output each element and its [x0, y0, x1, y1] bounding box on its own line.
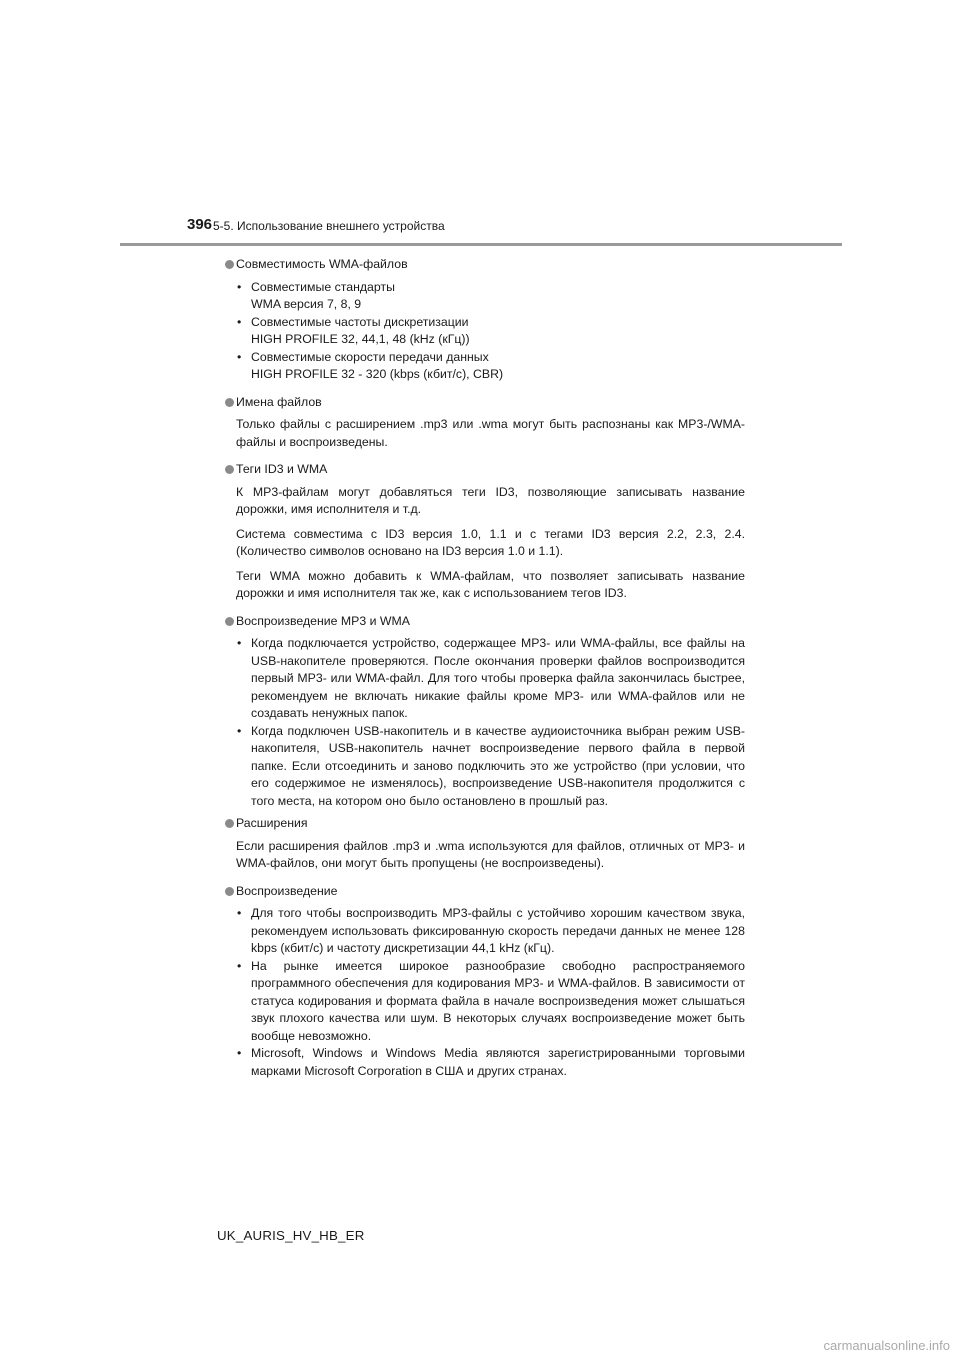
- section-title: [225, 613, 745, 631]
- bullet-list: [236, 635, 745, 810]
- list-item: • Для того чтобы воспроизводить MP3-файлы с устойчиво хорошим качеством звука, рекомендуем использовать фиксированную скорость передачи данных не менее 128 kbps (кбит/с) и частоту дискретизации 44,1 kHz (кГц).: [236, 905, 745, 958]
- section-title: [225, 883, 745, 901]
- section-title-text: Воспроизведение: [236, 883, 338, 898]
- page-content: [225, 256, 745, 1085]
- list-item-value: HIGH PROFILE 32, 44,1, 48 (kHz (кГц)): [251, 332, 470, 346]
- list-item: • Когда подключен USB-накопитель и в качестве аудиоисточника выбран режим USB-накопителя, USB-накопитель начнет воспроизведение первого файла в первой папке. Если отсоединить и заново подключить это же устройство (при условии, что его содержимое не изменялось), воспроизведение USB-накопителя продолжится с того места, на котором оно было остановлено в прошлый раз.: [236, 723, 745, 811]
- section-title-text: Расширения: [236, 816, 308, 830]
- header-divider: [120, 243, 842, 246]
- paragraph: К MP3-файлам могут добавляться теги ID3, позволяющие записывать название дорожки, имя исполнителя и т.д.: [236, 484, 745, 516]
- list-item: [236, 279, 745, 314]
- watermark-text: carmanualsonline.info: [823, 1338, 950, 1353]
- chapter-title: 5-5. Использование внешнего устройства: [213, 219, 445, 233]
- section-title-text: Теги ID3 и WMA: [236, 462, 328, 476]
- list-item: • Microsoft, Windows и Windows Media являются зарегистрированными торговыми марками Microsoft Corporation в США и других странах.: [236, 1045, 745, 1080]
- bullet-dot-icon: [225, 465, 234, 474]
- list-item: [236, 314, 745, 349]
- model-code: UK_AURIS_HV_HB_ER: [217, 1228, 365, 1243]
- list-item: • На рынке имеется широкое разнообразие свободно распространяемого программного обеспечения для кодирования MP3- и WMA-файлов. В зависимости от статуса кодирования и формата файла в начале воспроизведения может слышаться звук плохого качества или шум. В некоторых случаях воспроизведение может быть вообще невозможно.: [236, 958, 745, 1046]
- bullet-dot-icon: [225, 617, 234, 626]
- section-title: [225, 394, 745, 412]
- paragraph: Если расширения файлов .mp3 и .wma используются для файлов, отличных от MP3- и WMA-файлов, они могут быть пропущены (не воспроизведены).: [236, 838, 745, 870]
- bullet-list: [236, 279, 745, 384]
- list-item-value: WMA версия 7, 8, 9: [251, 297, 362, 311]
- section-title: [225, 815, 745, 833]
- bullet-dot-icon: [225, 398, 234, 407]
- bullet-dot-icon: [225, 260, 234, 269]
- bullet-list: [236, 905, 745, 1080]
- bullet-dot-icon: [225, 819, 234, 828]
- list-item-label: Совместимые частоты дискретизации: [251, 314, 469, 329]
- list-item: • Когда подключается устройство, содержащее MP3- или WMA-файлы, все файлы на USB-накопителе проверяются. После окончания проверки файлов воспроизводится первый MP3- или WMA-файл. Для того чтобы проверка файла закончилась быстрее, рекомендуем не включать никакие файлы кроме MP3- или WMA-файлов или не создавать ненужных папок.: [236, 635, 745, 723]
- page-number: 396: [187, 216, 213, 233]
- list-item-label: Совместимые скорости передачи данных: [251, 349, 489, 364]
- list-item-value: HIGH PROFILE 32 - 320 (kbps (кбит/с), CBR): [251, 367, 504, 381]
- list-item-label: Совместимые стандарты: [251, 279, 395, 294]
- bullet-dot-icon: [225, 887, 234, 896]
- paragraph: Теги WMA можно добавить к WMA-файлам, что позволяет записывать название дорожки и имя исполнителя так же, как с использованием тегов ID3.: [236, 568, 745, 600]
- section-title-text: Воспроизведение MP3 и WMA: [236, 613, 410, 628]
- section-title-text: Имена файлов: [236, 394, 322, 409]
- section-title: [225, 461, 745, 479]
- section-title-text: Совместимость WMA-файлов: [236, 257, 408, 271]
- list-item: [236, 349, 745, 384]
- paragraph: Система совместима с ID3 версия 1.0, 1.1 и с тегами ID3 версия 2.2, 2.3, 2.4. (Количество символов основано на ID3 версия 1.0 и 1.1).: [236, 526, 745, 558]
- section-title: [225, 256, 745, 274]
- paragraph: Только файлы с расширением .mp3 или .wma могут быть распознаны как MP3-/WMA-файлы и воспроизведены.: [236, 417, 745, 449]
